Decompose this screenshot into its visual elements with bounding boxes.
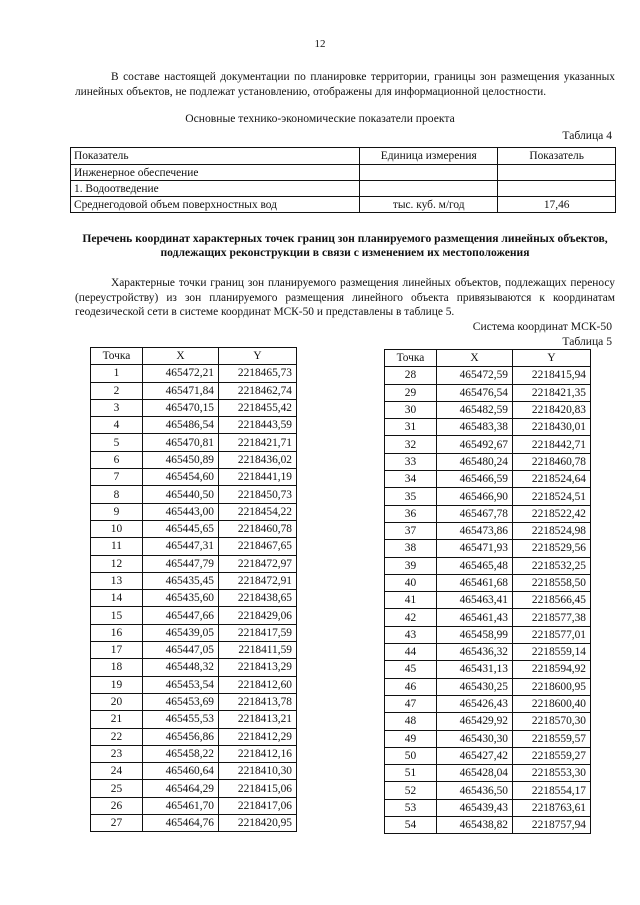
x-coordinate-cell: 465443,00 [143,503,219,520]
x-coordinate-cell: 465472,21 [143,365,219,382]
coordinate-row [385,678,591,695]
intro-paragraph: В составе настоящей документации по планировке территории, границы зон размещения указанных линейных объектов, не подлежат установлению, отображены для информационной целостности. [75,71,615,98]
coordinate-row [91,693,297,710]
y-coordinate-cell: 2218411,59 [219,642,297,659]
x-coordinate-cell: 465476,54 [437,384,513,401]
point-number-cell: 40 [385,574,437,591]
x-coordinate-cell: 465471,84 [143,382,219,399]
x-coordinate-cell: 465492,67 [437,436,513,453]
point-number-cell: 30 [385,401,437,418]
point-number-cell: 9 [91,503,143,520]
point-number-cell: 39 [385,557,437,574]
coordinate-row [91,676,297,693]
x-coordinate-cell: 465454,60 [143,469,219,486]
point-number-cell: 20 [91,693,143,710]
x-coordinate-cell: 465470,15 [143,399,219,416]
y-coordinate-cell: 2218554,17 [513,782,591,799]
coordinate-row [91,434,297,451]
table4-cell [498,165,616,181]
point-number-cell: 24 [91,763,143,780]
coordinate-row [91,503,297,520]
table4-row [71,181,616,197]
y-coordinate-cell: 2218413,21 [219,711,297,728]
point-number-cell: 26 [91,797,143,814]
x-coordinate-cell: 465482,59 [437,401,513,418]
x-coordinate-cell: 465467,78 [437,505,513,522]
y-coordinate-cell: 2218420,95 [219,815,297,832]
y-coordinate-cell: 2218472,97 [219,555,297,572]
y-coordinate-cell: 2218436,02 [219,451,297,468]
x-coordinate-cell: 465461,70 [143,797,219,814]
x-coordinate-cell: 465463,41 [437,592,513,609]
coordinate-row [385,557,591,574]
coordinate-row [385,730,591,747]
table4-label: Таблица 4 [562,129,612,142]
coordinate-row [91,572,297,589]
table4-header-indicator: Показатель [71,148,360,165]
x-coordinate-cell: 465470,81 [143,434,219,451]
point-number-cell: 10 [91,520,143,537]
coordinate-row [385,453,591,470]
x-coordinate-cell: 465427,42 [437,747,513,764]
coordinate-row [385,592,591,609]
table5-header-point: Точка [91,348,143,365]
x-coordinate-cell: 465447,79 [143,555,219,572]
coordinate-row [385,574,591,591]
y-coordinate-cell: 2218454,22 [219,503,297,520]
x-coordinate-cell: 465466,59 [437,471,513,488]
x-coordinate-cell: 465430,30 [437,730,513,747]
y-coordinate-cell: 2218455,42 [219,399,297,416]
x-coordinate-cell: 465430,25 [437,678,513,695]
x-coordinate-cell: 465435,45 [143,572,219,589]
point-number-cell: 14 [91,590,143,607]
y-coordinate-cell: 2218600,40 [513,695,591,712]
y-coordinate-cell: 2218524,64 [513,471,591,488]
point-number-cell: 7 [91,469,143,486]
y-coordinate-cell: 2218570,30 [513,713,591,730]
y-coordinate-cell: 2218600,95 [513,678,591,695]
coordinate-row [91,607,297,624]
x-coordinate-cell: 465455,53 [143,711,219,728]
point-number-cell: 5 [91,434,143,451]
x-coordinate-cell: 465447,66 [143,607,219,624]
point-number-cell: 35 [385,488,437,505]
point-number-cell: 31 [385,419,437,436]
x-coordinate-cell: 465461,43 [437,609,513,626]
table4-cell [360,165,498,181]
table4-header-value: Показатель [498,148,616,165]
x-coordinate-cell: 465438,82 [437,817,513,834]
point-number-cell: 51 [385,765,437,782]
y-coordinate-cell: 2218465,73 [219,365,297,382]
point-number-cell: 29 [385,384,437,401]
coordinate-row [385,401,591,418]
point-number-cell: 43 [385,626,437,643]
table5-header-y: Y [513,350,591,367]
coordinate-row [91,520,297,537]
x-coordinate-cell: 465486,54 [143,417,219,434]
x-coordinate-cell: 465436,50 [437,782,513,799]
point-number-cell: 46 [385,678,437,695]
coordinate-row [91,469,297,486]
x-coordinate-cell: 465439,05 [143,624,219,641]
x-coordinate-cell: 465464,76 [143,815,219,832]
table4-cell: Среднегодовой объем поверхностных вод [71,197,360,213]
point-number-cell: 22 [91,728,143,745]
point-number-cell: 38 [385,540,437,557]
point-number-cell: 41 [385,592,437,609]
x-coordinate-cell: 465466,90 [437,488,513,505]
coordinate-row [385,384,591,401]
coordinate-row [91,382,297,399]
y-coordinate-cell: 2218450,73 [219,486,297,503]
y-coordinate-cell: 2218553,30 [513,765,591,782]
coord-system-label: Система координат МСК-50 [472,320,612,333]
y-coordinate-cell: 2218442,71 [513,436,591,453]
y-coordinate-cell: 2218417,06 [219,797,297,814]
x-coordinate-cell: 465453,69 [143,693,219,710]
coordinate-row [385,367,591,384]
y-coordinate-cell: 2218524,51 [513,488,591,505]
table4-row [71,165,616,181]
coordinate-row [91,538,297,555]
y-coordinate-cell: 2218460,78 [513,453,591,470]
coordinate-row [385,419,591,436]
coordinates-heading: Перечень координат характерных точек границ зон планируемого размещения линейных объектов, подлежащих реконструкции в связи с изменением их местоположения [82,232,608,259]
x-coordinate-cell: 465453,54 [143,676,219,693]
table4-cell: 17,46 [498,197,616,213]
point-number-cell: 12 [91,555,143,572]
y-coordinate-cell: 2218529,56 [513,540,591,557]
table4-cell: Инженерное обеспечение [71,165,360,181]
y-coordinate-cell: 2218429,06 [219,607,297,624]
coordinate-row [91,365,297,382]
table5-label: Таблица 5 [562,335,612,348]
coordinate-row [385,471,591,488]
table4-cell [498,181,616,197]
y-coordinate-cell: 2218412,60 [219,676,297,693]
coordinate-row [385,436,591,453]
coordinate-row [385,505,591,522]
point-number-cell: 4 [91,417,143,434]
x-coordinate-cell: 465460,64 [143,763,219,780]
point-number-cell: 42 [385,609,437,626]
coordinate-row [385,540,591,557]
y-coordinate-cell: 2218415,06 [219,780,297,797]
table4-header-unit: Единица измерения [360,148,498,165]
point-number-cell: 47 [385,695,437,712]
coordinate-row [385,488,591,505]
point-number-cell: 3 [91,399,143,416]
coordinate-row [91,642,297,659]
table5-header-x: X [143,348,219,365]
y-coordinate-cell: 2218417,59 [219,624,297,641]
coordinate-row [385,747,591,764]
coordinate-row [91,797,297,814]
coordinate-row [385,799,591,816]
x-coordinate-cell: 465456,86 [143,728,219,745]
point-number-cell: 54 [385,817,437,834]
table4-cell: 1. Водоотведение [71,181,360,197]
coordinate-row [91,711,297,728]
coordinate-row [91,624,297,641]
y-coordinate-cell: 2218443,59 [219,417,297,434]
coordinate-row [91,399,297,416]
y-coordinate-cell: 2218594,92 [513,661,591,678]
y-coordinate-cell: 2218566,45 [513,592,591,609]
x-coordinate-cell: 465464,29 [143,780,219,797]
y-coordinate-cell: 2218415,94 [513,367,591,384]
table5-right [384,349,591,834]
y-coordinate-cell: 2218412,16 [219,745,297,762]
point-number-cell: 2 [91,382,143,399]
y-coordinate-cell: 2218462,74 [219,382,297,399]
coordinate-row [385,626,591,643]
x-coordinate-cell: 465435,60 [143,590,219,607]
point-number-cell: 37 [385,522,437,539]
x-coordinate-cell: 465465,48 [437,557,513,574]
page-number: 12 [314,38,326,50]
point-number-cell: 1 [91,365,143,382]
y-coordinate-cell: 2218441,19 [219,469,297,486]
y-coordinate-cell: 2218467,65 [219,538,297,555]
x-coordinate-cell: 465471,93 [437,540,513,557]
point-number-cell: 8 [91,486,143,503]
coordinate-row [91,417,297,434]
coordinate-row [91,659,297,676]
point-number-cell: 50 [385,747,437,764]
coordinate-row [91,763,297,780]
point-number-cell: 19 [91,676,143,693]
table5-header-row [91,348,297,365]
point-number-cell: 49 [385,730,437,747]
y-coordinate-cell: 2218430,01 [513,419,591,436]
coordinate-row [385,713,591,730]
table4-cell: тыс. куб. м/год [360,197,498,213]
point-number-cell: 13 [91,572,143,589]
y-coordinate-cell: 2218532,25 [513,557,591,574]
coordinate-row [91,486,297,503]
coordinate-row [91,451,297,468]
table4-header-row [71,148,616,165]
y-coordinate-cell: 2218472,91 [219,572,297,589]
point-number-cell: 18 [91,659,143,676]
table5-left [90,347,297,832]
x-coordinate-cell: 465480,24 [437,453,513,470]
y-coordinate-cell: 2218438,65 [219,590,297,607]
y-coordinate-cell: 2218524,98 [513,522,591,539]
point-number-cell: 33 [385,453,437,470]
x-coordinate-cell: 465428,04 [437,765,513,782]
coordinate-row [385,782,591,799]
y-coordinate-cell: 2218577,01 [513,626,591,643]
coordinate-row [385,661,591,678]
coordinate-row [91,590,297,607]
coordinate-row [91,728,297,745]
point-number-cell: 16 [91,624,143,641]
point-number-cell: 28 [385,367,437,384]
x-coordinate-cell: 465458,99 [437,626,513,643]
coordinate-row [385,522,591,539]
y-coordinate-cell: 2218412,29 [219,728,297,745]
y-coordinate-cell: 2218413,29 [219,659,297,676]
coordinate-row [385,644,591,661]
x-coordinate-cell: 465483,38 [437,419,513,436]
table4-title: Основные технико-экономические показатели проекта [185,112,455,125]
point-number-cell: 44 [385,644,437,661]
x-coordinate-cell: 465447,05 [143,642,219,659]
x-coordinate-cell: 465447,31 [143,538,219,555]
x-coordinate-cell: 465458,22 [143,745,219,762]
coordinate-row [91,745,297,762]
x-coordinate-cell: 465448,32 [143,659,219,676]
point-number-cell: 23 [91,745,143,762]
point-number-cell: 27 [91,815,143,832]
point-number-cell: 15 [91,607,143,624]
table4 [70,147,616,213]
point-number-cell: 53 [385,799,437,816]
point-number-cell: 45 [385,661,437,678]
y-coordinate-cell: 2218558,50 [513,574,591,591]
coordinate-row [385,765,591,782]
table5-header-row [385,350,591,367]
paragraph-2: Характерные точки границ зон планируемого размещения линейных объектов, подлежащих переносу (переустройству) из зон планируемого размещения линейного объекта привязываются к координатам геодезической сети в системе координат МСК-50 и представлены в таблице 5. [75,277,615,318]
x-coordinate-cell: 465473,86 [437,522,513,539]
x-coordinate-cell: 465426,43 [437,695,513,712]
y-coordinate-cell: 2218413,78 [219,693,297,710]
x-coordinate-cell: 465461,68 [437,574,513,591]
point-number-cell: 6 [91,451,143,468]
coordinate-row [91,555,297,572]
point-number-cell: 36 [385,505,437,522]
x-coordinate-cell: 465445,65 [143,520,219,537]
point-number-cell: 25 [91,780,143,797]
point-number-cell: 17 [91,642,143,659]
y-coordinate-cell: 2218757,94 [513,817,591,834]
x-coordinate-cell: 465431,13 [437,661,513,678]
coordinate-row [385,817,591,834]
x-coordinate-cell: 465472,59 [437,367,513,384]
y-coordinate-cell: 2218522,42 [513,505,591,522]
point-number-cell: 48 [385,713,437,730]
point-number-cell: 11 [91,538,143,555]
y-coordinate-cell: 2218421,71 [219,434,297,451]
point-number-cell: 34 [385,471,437,488]
x-coordinate-cell: 465440,50 [143,486,219,503]
y-coordinate-cell: 2218559,57 [513,730,591,747]
y-coordinate-cell: 2218577,38 [513,609,591,626]
coordinate-row [91,780,297,797]
table5-header-x: X [437,350,513,367]
x-coordinate-cell: 465429,92 [437,713,513,730]
x-coordinate-cell: 465450,89 [143,451,219,468]
table5-header-point: Точка [385,350,437,367]
y-coordinate-cell: 2218421,35 [513,384,591,401]
coordinate-row [385,609,591,626]
table4-row [71,197,616,213]
point-number-cell: 21 [91,711,143,728]
coordinate-row [385,695,591,712]
y-coordinate-cell: 2218420,83 [513,401,591,418]
x-coordinate-cell: 465439,43 [437,799,513,816]
y-coordinate-cell: 2218559,27 [513,747,591,764]
y-coordinate-cell: 2218763,61 [513,799,591,816]
y-coordinate-cell: 2218410,30 [219,763,297,780]
coordinate-row [91,815,297,832]
y-coordinate-cell: 2218559,14 [513,644,591,661]
y-coordinate-cell: 2218460,78 [219,520,297,537]
table5-header-y: Y [219,348,297,365]
point-number-cell: 32 [385,436,437,453]
point-number-cell: 52 [385,782,437,799]
x-coordinate-cell: 465436,32 [437,644,513,661]
table4-cell [360,181,498,197]
